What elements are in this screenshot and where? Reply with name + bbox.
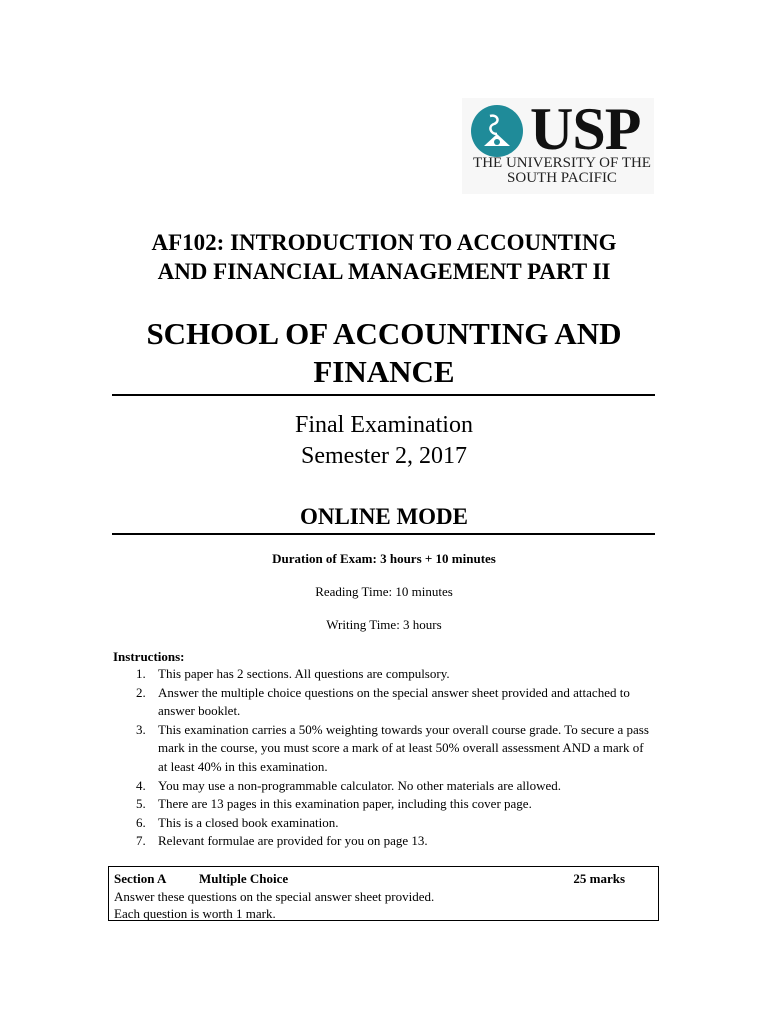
instruction-text: Relevant formulae are provided for you on page 13. [158,833,428,849]
university-name-line: THE UNIVERSITY OF THE [473,155,651,171]
section-a-box [108,866,659,921]
instruction-text: This examination carries a 50% weighting towards your overall course grade. To secure a pass mark in the course, you must score a mark of at least 50% overall assessment AND a mark of at least 40% in this examination. [158,721,649,774]
instruction-item [113,777,653,796]
section-a-header [114,870,653,888]
exam-duration: Duration of Exam: 3 hours + 10 minutes [272,551,496,566]
instruction-number: 1. [136,666,146,681]
instructions-list [113,665,653,851]
instruction-number: 4. [136,777,146,793]
instruction-item [113,832,653,851]
school-title-line: FINANCE [313,354,455,389]
writing-time: Writing Time: 3 hours [326,617,442,632]
instruction-item [113,814,653,833]
instruction-item [113,665,653,684]
section-instruction: Answer these questions on the special answer sheet provided. [114,888,435,904]
usp-logo [462,98,654,194]
instruction-number: 2. [136,684,146,700]
course-title-line: AF102: INTRODUCTION TO ACCOUNTING [151,230,617,255]
instruction-item [113,721,653,777]
course-title [60,228,708,286]
instruction-text: Answer the multiple choice questions on the special answer sheet provided and attached to answer booklet. [158,684,630,719]
reading-time: Reading Time: 10 minutes [315,584,453,599]
section-name: Multiple Choice [199,871,289,886]
instruction-item [113,795,653,814]
instruction-text: This is a closed book examination. [158,814,339,830]
course-title-line: AND FINANCIAL MANAGEMENT PART II [157,259,611,284]
exam-info [60,410,708,472]
instruction-number: 6. [136,814,146,830]
instructions-heading: Instructions: [113,649,185,664]
exam-mode: ONLINE MODE [299,504,469,529]
school-title [60,315,708,391]
instruction-number: 5. [136,796,146,812]
section-marks: 25 marks [573,871,625,886]
university-name [472,156,652,186]
exam-semester: Semester 2, 2017 [301,443,467,469]
instruction-text: You may use a non-programmable calculator. No other materials are allowed. [158,777,561,793]
exam-type: Final Examination [295,412,473,438]
instruction-item [113,684,653,721]
university-name-line: SOUTH PACIFIC [507,170,617,186]
instruction-number: 3. [136,721,146,737]
instruction-text: This paper has 2 sections. All questions are compulsory. [158,666,450,681]
usp-emblem-icon [470,104,524,158]
usp-wordmark: USP [530,96,641,162]
instruction-text: There are 13 pages in this examination paper, including this cover page. [158,796,532,812]
school-title-line: SCHOOL OF ACCOUNTING AND [146,316,622,351]
divider [112,394,655,396]
section-instruction: Each question is worth 1 mark. [114,906,276,921]
section-label: Section A [114,871,167,886]
divider [112,533,655,535]
instruction-number: 7. [136,833,146,849]
